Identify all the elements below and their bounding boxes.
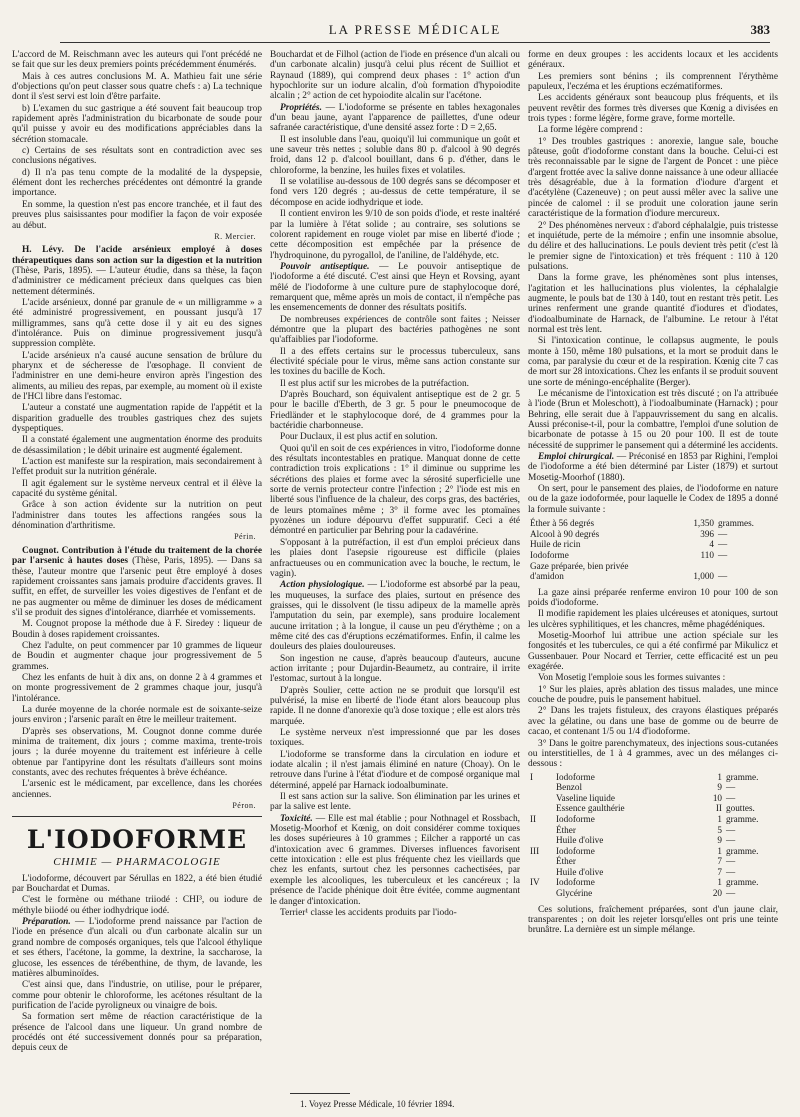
author-signature: Péron.: [232, 801, 256, 811]
ingredient-cell: Éther: [556, 824, 576, 835]
paragraph: D'après Soulier, cette action ne se produit que lorsqu'il est pulvérisé, la mise en liberté de l'iode étant alors beaucoup plus rapide. Il ne donne d'anorexie qu'à dose toxique ; elle est alors très marquée.: [270, 685, 520, 727]
paragraph: Von Mosetig l'emploie sous les formes suivantes :: [538, 673, 726, 684]
quantity-cell: 9: [717, 835, 722, 846]
quantity-cell: 5: [717, 824, 722, 835]
paragraph: Les accidents généraux sont beaucoup plus fréquents, et ils peuvent revêtir des formes très diverses que Kœnig a divisées en trois types : forme légère, forme grave, forme mortelle.: [528, 93, 778, 125]
run-in-heading: Préparation.: [22, 917, 71, 928]
ingredient-cell: Iodoforme: [530, 549, 569, 560]
unit-cell: [716, 561, 778, 572]
group-cell: [528, 867, 554, 878]
abstract-author: Cougnot.: [22, 545, 59, 556]
ingredient-cell: Iodoforme: [556, 771, 595, 782]
group-cell: [528, 825, 554, 836]
injection-mixtures-table: [528, 772, 778, 899]
ingredient-cell: Iodoforme: [556, 845, 595, 856]
paragraph: 1° Sur les plaies, après ablation des tissus malades, une mince couche de poudre, puis le pansement habituel.: [528, 684, 778, 706]
group-cell: [528, 782, 554, 793]
group-cell: [528, 793, 554, 804]
group-cell: [528, 835, 554, 846]
paragraph: Grâce à son action évidente sur la nutrition on peut l'administrer dans toutes les affections rangées sous la dénomination d'arthritisme.: [12, 500, 262, 532]
paragraph: L'arsenic est le médicament, par excellence, dans les chorées anciennes.: [12, 779, 262, 800]
paragraph: On sert, pour le pansement des plaies, de l'iodoforme en nature ou de la gaze iodoformée, pour laquelle le Codex de 1895 a donné la formule suivante :: [528, 484, 778, 515]
paragraph: Dans la forme grave, les phénomènes sont plus intenses, l'agitation et les hallucinations plus violentes, la céphalalgie augmente, le pouls bat de 130 à 140, tout en restant très petit. Les urines renferment une grande quantité d'iodures et d'iodates, d'iodoalbuminate de Harnack, de l'albumine. Le retour à l'état normal est très lent.: [528, 273, 778, 335]
run-in-heading: Toxicité.: [280, 813, 313, 824]
table-row: [528, 529, 778, 540]
table-row: [528, 803, 778, 814]
ingredient-cell: Essence gaulthérie: [556, 803, 625, 814]
group-cell: IV: [530, 877, 540, 888]
paragraph: L'action est manifeste sur la respiration, mais secondairement à l'effet produit sur la nutrition générale.: [12, 457, 262, 478]
quantity-cell: 1: [717, 813, 722, 824]
abstract-title: Contribution à l'étude du traitement de la chorée par l'arsenic à hautes doses: [12, 545, 262, 567]
paragraph: Il agit également sur le système nerveux central et il élève la capacité du système génital.: [12, 478, 262, 500]
paragraph: Le mécanisme de l'intoxication est très discuté ; on l'a attribuée à l'iode (Brun et Moleschott), à l'iodoalbuminate (Harnack) ; pour Behring, elle serait due à l'appauvrissement du sang en alcalis. Aussi préconise-t-il, pour la combattre, l'emploi d'une solution de bicarbonate de potasse à 15 ou 20 pour 100. Il est de toute nécessité de supprimer le pansement qui a déterminé les accidents.: [528, 389, 778, 451]
unit-cell: —: [726, 888, 736, 899]
table-row: [528, 877, 778, 888]
ingredient-cell: Vaseline liquide: [556, 792, 615, 803]
paragraph: Il modifie rapidement les plaies ulcéreuses et atoniques, surtout les ulcères syphilitiques, et les chancres, même phagédéniques.: [528, 609, 778, 630]
abstract-author: H. Lévy.: [22, 245, 64, 256]
paragraph-surgical-use: [528, 452, 778, 483]
paragraph: La durée moyenne de la chorée normale est de soixante-seize jours environ ; l'arsenic paraît en être le meilleur traitement.: [12, 704, 262, 726]
table-row: [528, 539, 778, 550]
quantity-cell: 1: [717, 877, 722, 888]
unit-cell: —: [718, 571, 728, 582]
paragraph: C'est ainsi que, dans l'industrie, on utilise, pour le préparer, comme pour obtenir le chloroforme, les acétones résultant de la purification de l'acide pyroligneux ou vinaigre de bois.: [12, 980, 262, 1011]
paragraph: L'acide arsénieux n'a causé aucune sensation de brûlure du pharynx et de sécheresse de l'œsophage. Il convient de l'administrer en une demi-heure environ après l'ingestion des aliments, au milieu des repas, par exemple, au moment où il existe de l'HCl libre dans l'estomac.: [12, 350, 262, 402]
unit-cell: —: [718, 539, 728, 550]
quantity-cell: 10: [712, 792, 722, 803]
paragraph: Il se volatilise au-dessous de 100 degrés sans se décomposer et fond vers 120 degrés ; au-dessus de cette température, il se décompose en acide iodhydrique et iode.: [270, 177, 520, 208]
unit-cell: grammes.: [718, 518, 754, 529]
table-row: [528, 561, 778, 572]
paragraph: Quoi qu'il en soit de ces expériences in vitro, l'iodoforme donne des résultats incontestables en pratique. Manquat donne de cette contradiction trois explications : 1° il diminue ou supprime les sécrétions des plaies et forme avec la sérosité superficielle une sorte de vernis protecteur contre l'infection ; 2° l'iode est mis en liberté sous l'influence de la chaleur, des corps gras, des bactéries, de leurs ptomaïnes même ; 3° il forme avec les ptomaïnes pyozènes un iodure dépourvu d'effet suppuratif. Ceci a été démontré en particulier par Behring pour la cadavérine.: [270, 443, 520, 537]
ingredient-cell: Benzol: [556, 782, 583, 793]
quantity-cell: 20: [712, 888, 722, 899]
paragraph: L'iodoforme se transforme dans la circulation en iodure et iodate alcalin ; il n'est jamais éliminé en nature (Choay). On le retrouve dans l'urine à l'état d'iodure et de composé organique mal déterminé, appelé par Harnack iodoalbuminate.: [270, 749, 520, 791]
quantity-cell: 1,000: [693, 571, 714, 582]
paragraph: La gaze ainsi préparée renferme environ 10 pour 100 de son poids d'iodoforme.: [528, 587, 778, 609]
abstract-levy: [12, 245, 262, 297]
group-cell: [528, 856, 554, 867]
paragraph: C'est le formène ou méthane triiodé : CHI³, ou iodure de méthyle biiodé ou éther iodhydrique iodé.: [12, 895, 262, 916]
ingredient-cell: Huile d'olive: [556, 835, 604, 846]
paragraph-text: — L'iodoforme se présente en tables hexagonales d'un beau jaune, ayant l'apparence de paillettes, d'une odeur safranée caractéristique, d'une densité assez forte : D = 2,65.: [270, 102, 520, 134]
paragraph: De nombreuses expériences de contrôle sont faites ; Neisser démontre que la plupart des bactéries pathogènes ne sont qu'affaiblies par l'iodoforme.: [270, 314, 520, 346]
ingredient-cell: Huile d'olive: [556, 866, 604, 877]
ingredient-cell: Gaze préparée, bien privée: [530, 560, 629, 571]
paragraph: Mais à ces autres conclusions M. A. Mathieu fait une série d'objections qu'on peut classer sous quatre chefs : a) La technique dont il s'est servi est loin d'être parfaite.: [12, 71, 262, 103]
paragraph: Il est plus actif sur les microbes de la putréfaction.: [280, 378, 470, 389]
paragraph-text: — L'iodoforme prend naissance par l'action de l'iode en présence d'un alcali ou d'un carbonate alcalin sur un grand nombre de composés organiques, tels que l'alcool éthylique et ses éthers, l'acétone, la gomme, la dextrine, la saccharose, la glucose, les essences de térébenthine, de thym, de lavande, les matières albuminoïdes.: [12, 917, 262, 979]
paragraph: L'auteur a constaté une augmentation rapide de l'appétit et la disparition graduelle des troubles gastriques chez des sujets dyspeptiques.: [12, 403, 262, 435]
author-signature: R. Mercier.: [214, 231, 256, 241]
table-row: [528, 793, 778, 804]
unit-cell: —: [718, 528, 728, 539]
paragraph: M. Cougnot propose la méthode due à F. Siredey : liqueur de Boudin à doses rapidement croissantes.: [12, 619, 262, 640]
quantity-cell: 1,350: [693, 518, 714, 529]
paragraph: 2° Dans les trajets fistuleux, des crayons élastiques préparés avec la gélatine, ou dans une base de gomme ou de beurre de cacao, et contenant 1/5 ou 1/4 d'iodoforme.: [528, 706, 778, 738]
paragraph-text: — Préconisé en 1853 par Righini, l'emploi de l'iodoforme a été bien déterminé par Lister (1879) et surtout Mosetig-Moorhof (1880).: [528, 452, 778, 483]
paragraph: L'accord de M. Reischmann avec les auteurs qui l'ont précédé ne se fait que sur les deux premiers points précédemment énumérés.: [12, 50, 262, 71]
table-row: [528, 856, 778, 867]
ingredient-cell: d'amidon: [530, 571, 564, 582]
unit-cell: —: [726, 792, 736, 803]
column-1: [12, 50, 262, 1110]
page-number: 383: [750, 22, 770, 37]
paragraph: c) Certains de ses résultats sont en contradiction avec ses conclusions négatives.: [12, 146, 262, 167]
table-row: [528, 571, 778, 582]
paragraph: La forme légère comprend :: [538, 125, 643, 136]
unit-cell: —: [726, 824, 736, 835]
paragraph: Les premiers sont bénins ; ils comprennent l'érythème papuleux, l'eczéma et les éruptions eczématiformes.: [528, 71, 778, 93]
run-in-heading: Propriétés.: [280, 102, 322, 113]
group-cell: [528, 803, 554, 814]
quantity-cell: 7: [717, 866, 722, 877]
journal-title: LA PRESSE MÉDICALE: [328, 22, 502, 37]
paragraph: b) L'examen du suc gastrique a été souvent fait beaucoup trop rapidement après l'administration du bicarbonate de soude pour qu'il puisse y avoir eu des modifications appréciables dans la sécrétion stomacale.: [12, 103, 262, 145]
gauze-formula-table: [528, 518, 778, 582]
run-in-heading: Emploi chirurgical.: [538, 452, 615, 463]
ingredient-cell: Alcool à 90 degrés: [530, 528, 600, 539]
table-row: [528, 835, 778, 846]
paragraph: 1° Des troubles gastriques : anorexie, langue sale, bouche pâteuse, goût d'iodoforme constant dans la bouche. Celui-ci est très reconnaissable par le signe de l'argent de Poncet : une pièce d'argent frottée avec la salive donne naissance à une odeur alliacée très désagréable, due à la formation d'iodure d'argent et d'acétylène (Cazeneuve) ; on peut aussi mêler avec la salive une pincée de calomel : il se produit une coloration jaune serin caractéristique de la formation d'iodure mercureux.: [528, 136, 778, 220]
paragraph-physiology: [270, 580, 520, 652]
run-in-heading: Action physiologique.: [280, 580, 365, 591]
column-2: [270, 50, 520, 1090]
unit-cell: gramme.: [726, 845, 759, 856]
paragraph: forme en deux groupes : les accidents locaux et les accidents généraux.: [528, 50, 778, 71]
ingredient-cell: Iodoforme: [556, 813, 595, 824]
unit-cell: —: [726, 866, 736, 877]
table-row: [528, 825, 778, 836]
quantity-cell: 4: [709, 539, 714, 550]
paragraph: Son ingestion ne cause, d'après beaucoup d'auteurs, aucune action irritante ; pour Dujardin-Beaumetz, au contraire, il irrite l'estomac, surtout à la longue.: [270, 653, 520, 685]
unit-cell: gramme.: [726, 877, 759, 888]
unit-cell: —: [726, 835, 736, 846]
quantity-cell: 396: [700, 528, 714, 539]
unit-cell: gramme.: [726, 771, 759, 782]
unit-cell: —: [726, 856, 736, 867]
paragraph: Si l'intoxication continue, le collapsus augmente, le pouls monte à 150, même 180 pulsations, et la mort se produit dans le coma, par paralysie du cœur et de la respiration. Kœnig cite 7 cas de mort sur 28 intoxications. Chez les enfants il se produit souvent une sorte de méningo-encéphalite (Berger).: [528, 336, 778, 388]
table-row: [528, 518, 778, 529]
table-row: [528, 846, 778, 857]
footnote: 1. Voyez Presse Médicale, 10 février 1894.: [300, 1099, 455, 1109]
paragraph: Le système nerveux n'est impressionné que par les doses toxiques.: [270, 728, 520, 749]
paragraph: Terrier¹ classe les accidents produits par l'iodo-: [280, 907, 457, 918]
abstract-cougnot: [12, 546, 262, 618]
paragraph: 3° Dans le goitre parenchymateux, des injections sous-cutanées ou interstitielles, de 1 à 4 grammes, avec un des mélanges ci-dessous :: [528, 738, 778, 770]
table-row: [528, 782, 778, 793]
abstract-title: De l'acide arsénieux employé à doses thérapeutiques dans son action sur la digestion et la nutrition: [12, 245, 262, 266]
footnote-divider: [290, 1093, 350, 1094]
group-cell: II: [530, 813, 537, 824]
table-row: [528, 888, 778, 899]
paragraph-text: — Elle est mal établie ; pour Nothnagel et Rossbach, Mosetig-Moorhof et Kœnig, on doit considérer comme toxiques les doses supérieures à 10 grammes ; Eilcher a rapporté un cas d'intoxication avec 6 grammes. Diverses influences favorisent cette intoxication : elle est plus fréquente chez les vieillards que chez les enfants, surtout chez les personnes cachectisées, par exemple les alcooliques, les tuberculeux et les cancéreux ; la présence de l'acide phénique doit être évitée, comme augmentant le danger d'intoxication.: [270, 813, 520, 907]
paragraph: d) Il n'a pas tenu compte de la modalité de la dyspepsie, élément dont les recherches précédentes ont démontré la grande importance.: [12, 167, 262, 199]
paragraph: D'après ses observations, M. Cougnot donne comme durée minima de traitement, dix jours ; comme maxima, trente-trois jours ; la durée moyenne du traitement est inférieure à celle obtenue par l'antipyrine dont les résultats d'ailleurs sont moins constants, avec des rechutes fréquentes à brève échéance.: [12, 726, 262, 779]
quantity-cell: [642, 561, 716, 572]
unit-cell: gouttes.: [726, 803, 755, 814]
paragraph: Il contient environ les 9/10 de son poids d'iode, et reste inaltéré par la lumière à l'état solide ; au contraire, ses solutions se colorent rapidement en rouge violet par mise en liberté d'iode ; cette décomposition est empêchée par la présence de l'hydroquinone, du pyrogallol, de l'aniline, de l'aldéhyde, etc.: [270, 209, 520, 261]
paragraph: Bouchardat et de Filhol (action de l'iode en présence d'un alcali ou d'un carbonate alcalin) jusqu'à celui plus récent de Suilliot et Raynaud (1889), qui comprend deux phases : 1° action d'un hypochlorite sur un iodure alcalin, d'où formation d'hypoiodite alcalin ; 2° action de cet hypoiodite alcalin sur l'acétone.: [270, 50, 520, 102]
column-3: [528, 50, 778, 1110]
table-row: [528, 550, 778, 561]
paragraph: Il est sans action sur la salive. Son élimination par les urines et par la salive est lente.: [270, 792, 520, 813]
paragraph: Pour Duclaux, il est plus actif en solution.: [280, 432, 438, 443]
paragraph: Chez les enfants de huit à dix ans, on donne 2 à 4 grammes et on monte progressivement de 2 grammes chaque jour, jusqu'à l'intolérance.: [12, 672, 262, 704]
table-row: [528, 772, 778, 783]
paragraph: Ces solutions, fraîchement préparées, sont d'un jaune clair, transparentes ; on doit les rejeter lorsqu'elles ont pris une teinte brunâtre. La dernière est un simple mélange.: [528, 904, 778, 936]
paragraph-preparation: [12, 917, 262, 979]
quantity-cell: 1: [717, 845, 722, 856]
paragraph-toxicity: [270, 814, 520, 907]
paragraph-text: — L'iodoforme est absorbé par la peau, les muqueuses, la surface des plaies, surtout en présence des graisses, qui le dissolvent (le tissu adipeux de la mamelle après l'amputation du sein, par exemple), sans produire localement aucune irritation ; à la longue, il cause un peu d'érythème ; on a même cité des cas d'éruptions eczématiformes. Enfin, il calme les douleurs des plaies douloureuses.: [270, 580, 520, 653]
abstract-text: (Thèse, Paris, 1895). — L'auteur étudie, dans sa thèse, la façon d'administrer ce médicament précieux dans quelques cas bien nettement déterminés.: [12, 265, 262, 297]
paragraph: Chez l'adulte, on peut commencer par 10 grammes de liqueur de Boudin et augmenter chaque jour progressivement de 5 grammes.: [12, 640, 262, 672]
unit-cell: —: [726, 782, 736, 793]
ingredient-cell: Huile de ricin: [530, 539, 581, 550]
paragraph: 2° Des phénomènes nerveux : d'abord céphalalgie, puis tristesse et inquiétude, perte de la mémoire ; enfin une insomnie absolue, du délire et des hallucinations. Le pouls devient très petit (c'est là le premier signe de l'intoxication) et très fréquent : 110 à 120 pulsations.: [528, 220, 778, 272]
paragraph: Il a des effets certains sur le processus tuberculeux, sans électivité spéciale pour le virus, même sans action constante sur les toxines du bacille de Koch.: [270, 346, 520, 378]
table-row: [528, 867, 778, 878]
quantity-cell: 7: [717, 856, 722, 867]
paragraph: S'opposant à la putréfaction, il est d'un emploi précieux dans les plaies dont l'asepsie rigoureuse est difficile (plaies anfractueuses ou en communication avec la bouche, le rectum, le vagin).: [270, 537, 520, 579]
group-cell: I: [530, 771, 534, 782]
paragraph: D'après Bouchard, son équivalent antiseptique est de 2 gr. 5 pour le bacille d'Eberth, de 3 gr. 5 pour le pneumocoque de Friedländer et le staphylocoque doré, de 4 grammes pour la bactéridie charbonneuse.: [270, 390, 520, 432]
paragraph-properties: [270, 103, 520, 134]
paragraph: Sa formation sert même de réaction caractéristique de la présence de l'alcool dans une liqueur. Un grand nombre de procédés ont été successivement donnés pour sa préparation, depuis ceux de: [12, 1012, 262, 1054]
section-subtitle: CHIMIE — PHARMACOLOGIE: [53, 856, 221, 869]
ingredient-cell: Éther à 56 degrés: [530, 518, 595, 529]
quantity-cell: II: [715, 803, 722, 814]
paragraph-text: — Le pouvoir antiseptique de l'iodoforme a été discuté. C'est ainsi que Heyn et Rovsing, ayant mêlé de l'iodoforme à une culture pure de staphylocoque doré, remarquent que, même après un mois de contact, il n'empêche pas les ensemencements de donner des résultats positifs.: [270, 261, 520, 314]
paragraph: En somme, la question n'est pas encore tranchée, et il faut des preuves plus saisissantes pour modifier la façon de voir exposée au début.: [12, 199, 262, 231]
running-header: [60, 18, 770, 43]
section-divider: [12, 816, 262, 817]
quantity-cell: 1: [717, 771, 722, 782]
unit-cell: gramme.: [726, 813, 759, 824]
paragraph-antiseptic: [270, 262, 520, 314]
paragraph: L'acide arsénieux, donné par granule de « un milligramme » a été administré progressivement, en poussant jusqu'à 17 milligrammes, sans qu'à cette dose il y ait eu des signes d'intolérance. Puis on diminue progressivement jusqu'à suppression complète.: [12, 297, 262, 350]
paragraph: Il est insoluble dans l'eau, quoiqu'il lui communique un goût et une saveur très nettes ; soluble dans 80 p. d'alcool à 90 degrés froid, dans 12 p. d'alcool bouillant, dans 6 p. d'éther, dans le chloroforme, la benzine, les huiles fixes et volatiles.: [270, 134, 520, 176]
author-signature: Périn.: [234, 532, 256, 542]
ingredient-cell: Éther: [556, 856, 576, 867]
abstract-text: (Thèse, Paris, 1895). — Dans sa thèse, l'auteur montre que l'arsenic peut être employé à doses rapidement croissantes sans jamais produire d'accidents graves. Il suffit, en effet, de surveiller les voies digestives de l'enfant et de ne pas augmenter ou même de diminuer les doses de médicament s'il se produit des signes d'intolérance, diarrhée et vomissements.: [12, 556, 262, 618]
ingredient-cell: Iodoforme: [556, 877, 595, 888]
unit-cell: —: [718, 549, 728, 560]
table-row: [528, 814, 778, 825]
paragraph: L'iodoforme, découvert par Sérullas en 1822, a été bien étudié par Bouchardat et Dumas.: [12, 873, 262, 895]
run-in-heading: Pouvoir antiseptique.: [280, 261, 370, 272]
quantity-cell: 110: [700, 549, 714, 560]
group-cell: [528, 888, 554, 899]
paragraph: Il a constaté également une augmentation énorme des produits de désassimilation ; le débit urinaire est augmenté également.: [12, 435, 262, 456]
group-cell: III: [530, 845, 540, 856]
paragraph: Mosetig-Moorhof lui attribue une action spéciale sur les fongosités et les tubercules, ce qui a été confirmé par Mikulicz et Gussenbauer. Pour Nocard et Terrier, cette efficacité est un peu exagérée.: [528, 631, 778, 673]
quantity-cell: 9: [717, 782, 722, 793]
section-title: L'IODOFORME: [26, 825, 248, 855]
ingredient-cell: Glycérine: [556, 888, 593, 899]
